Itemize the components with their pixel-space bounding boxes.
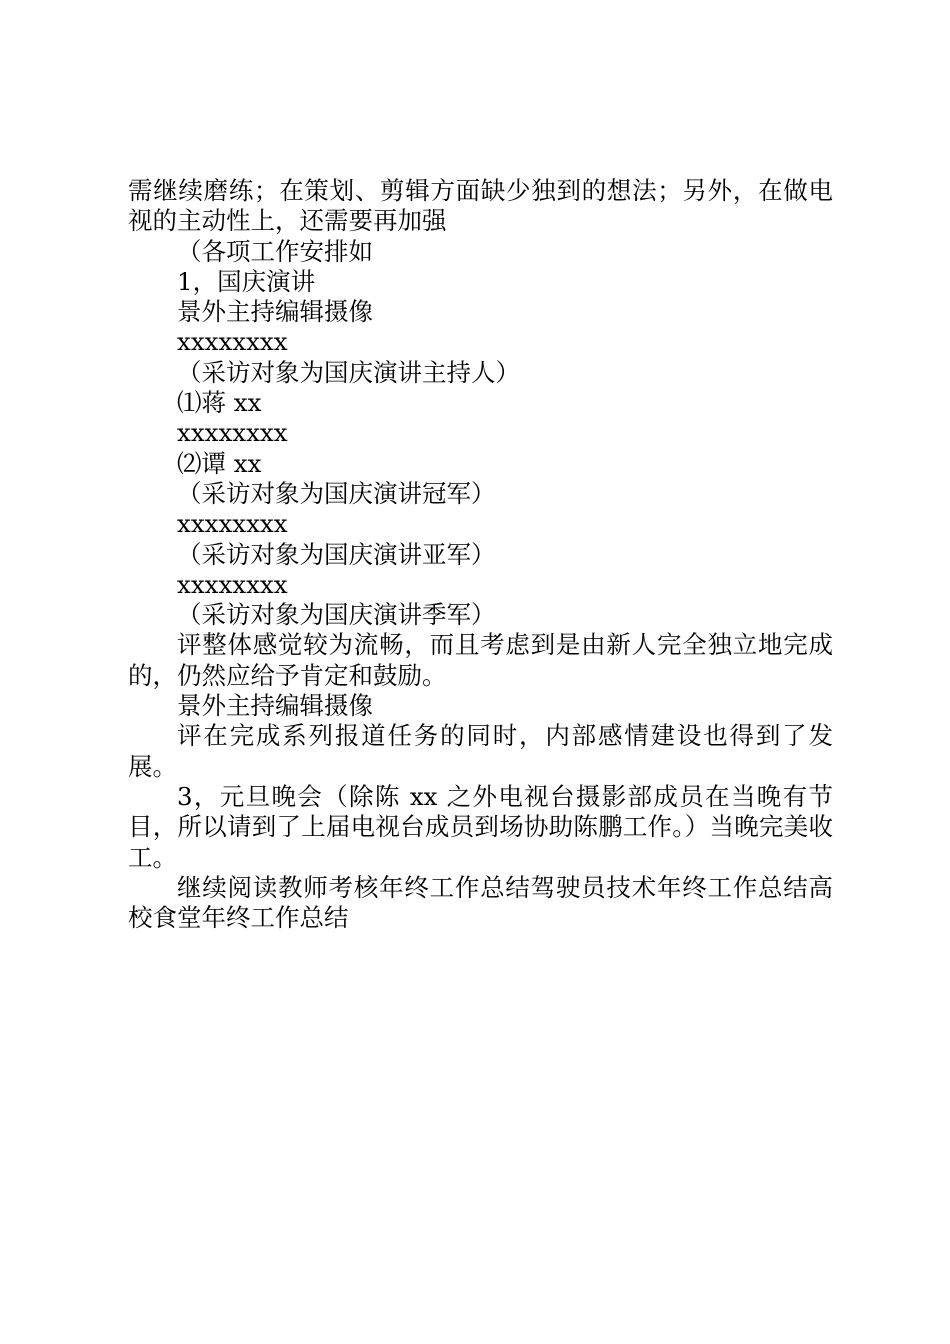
- document-page: [128, 176, 833, 933]
- person-line-2: ⑵谭 xx: [177, 448, 262, 478]
- evaluation-paragraph-1: 评整体感觉较为流畅，而且考虑到是由新人完全独立地完成的，仍然应给予肯定和鼓励。: [128, 630, 833, 690]
- roles-line: 景外主持编辑摄像: [177, 691, 373, 721]
- interview-note-host: （采访对象为国庆演讲主持人）: [177, 357, 520, 387]
- work-arrangement-heading: （各项工作安排如: [177, 236, 373, 266]
- placeholder-line: xxxxxxxx: [177, 418, 288, 448]
- paragraph-continuation: 需继续磨练；在策划、剪辑方面缺少独到的想法；另外，在做电视的主动性上，还需要再加强: [128, 176, 833, 236]
- continue-reading-paragraph: 继续阅读教师考核年终工作总结驾驶员技术年终工作总结高校食堂年终工作总结: [128, 872, 833, 933]
- interview-note-third-place: （采访对象为国庆演讲季军）: [177, 600, 496, 630]
- placeholder-line: xxxxxxxx: [177, 327, 288, 357]
- interview-note-runner-up: （采访对象为国庆演讲亚军）: [177, 539, 496, 569]
- interview-note-champion: （采访对象为国庆演讲冠军）: [177, 478, 496, 508]
- roles-line: 景外主持编辑摄像: [177, 297, 373, 327]
- placeholder-line: xxxxxxxx: [177, 509, 288, 539]
- evaluation-paragraph-2: 评在完成系列报道任务的同时，内部感情建设也得到了发展。: [128, 721, 833, 781]
- new-year-gala-paragraph: 3，元旦晚会（除陈 xx 之外电视台摄影部成员在当晚有节目，所以请到了上届电视台成员到场协助陈鹏工作。）当晚完美收工。: [128, 781, 833, 872]
- placeholder-line: xxxxxxxx: [177, 569, 288, 599]
- person-line-1: ⑴蒋 xx: [177, 388, 262, 418]
- item-national-day-speech: 1，国庆演讲: [177, 266, 316, 296]
